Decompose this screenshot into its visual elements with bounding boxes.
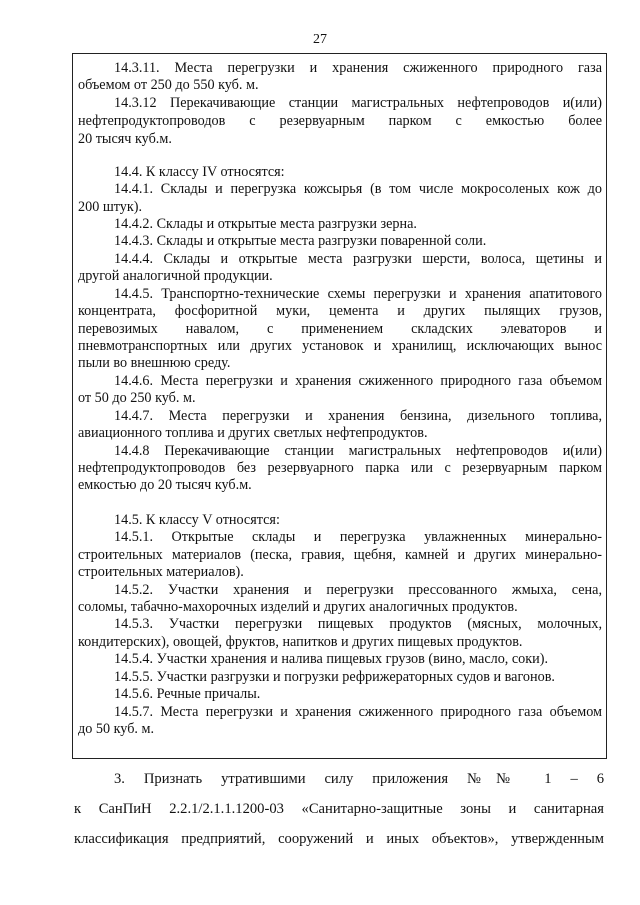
page-number: 27 bbox=[313, 32, 327, 47]
box-line: 14.3.12 Перекачивающие станции магистральных нефтепроводов и(или) bbox=[114, 95, 602, 111]
body-line: 3. Признать утратившими силу приложения №№ 1 – 6 bbox=[114, 771, 604, 787]
box-line: 14.4.4. Склады и открытые места разгрузки шерсти, волоса, щетины и bbox=[114, 251, 602, 267]
box-line: соломы, табачно-махорочных изделий и других аналогичных продуктов. bbox=[78, 599, 518, 615]
box-line: 14.4.1. Склады и перегрузка кожсырья (в том числе мокросоленых кож до bbox=[114, 181, 602, 197]
body-line: к СанПиН 2.2.1/2.1.1.1200-03 «Санитарно-защитные зоны и санитарная bbox=[74, 801, 604, 817]
box-line: 14.5.1. Открытые склады и перегрузка увлажненных минерально- bbox=[114, 529, 602, 545]
box-line: 14.5.3. Участки перегрузки пищевых продуктов (мясных, молочных, bbox=[114, 616, 602, 632]
box-line: другой аналогичной продукции. bbox=[78, 268, 273, 284]
box-line: пневмотранспортных или других установок и хранилищ, исключающих вынос bbox=[78, 338, 602, 354]
box-line: емкостью до 20 тысяч куб.м. bbox=[78, 477, 252, 493]
box-line: перевозимых навалом, с применением складских элеваторов и bbox=[78, 321, 602, 337]
box-line: 14.5.5. Участки разгрузки и погрузки рефрижераторных судов и вагонов. bbox=[114, 669, 555, 685]
box-line: 14.5.6. Речные причалы. bbox=[114, 686, 261, 702]
box-line: 14.4. К классу IV относятся: bbox=[114, 164, 285, 180]
box-line: 14.4.2. Склады и открытые места разгрузки зерна. bbox=[114, 216, 417, 232]
box-line: строительных материалов (песка, гравия, щебня, камней и других минерально- bbox=[78, 547, 602, 563]
box-line: авиационного топлива и других светлых нефтепродуктов. bbox=[78, 425, 428, 441]
box-line: 14.4.3. Склады и открытые места разгрузки поваренной соли. bbox=[114, 233, 487, 249]
box-line: 14.4.8 Перекачивающие станции магистральных нефтепроводов и(или) bbox=[114, 443, 602, 459]
box-line: 14.4.5. Транспортно-технические схемы перегрузки и хранения апатитового bbox=[114, 286, 602, 302]
box-line: 14.4.7. Места перегрузки и хранения бензина, дизельного топлива, bbox=[114, 408, 602, 424]
box-line: 14.5.4. Участки хранения и налива пищевых грузов (вино, масло, соки). bbox=[114, 651, 549, 667]
box-line: 14.5.7. Места перегрузки и хранения сжиженного природного газа объемом bbox=[114, 704, 602, 720]
box-line: кондитерских), овощей, фруктов, напитков и других пищевых продуктов. bbox=[78, 634, 523, 650]
box-line: концентрата, фосфоритной муки, цемента и других пылящих грузов, bbox=[78, 303, 602, 319]
box-line: строительных материалов). bbox=[78, 564, 244, 580]
box-line: пыли во внешнюю среду. bbox=[78, 355, 231, 371]
box-line: 14.4.6. Места перегрузки и хранения сжиженного природного газа объемом bbox=[114, 373, 602, 389]
box-line: объемом от 250 до 550 куб. м. bbox=[78, 77, 259, 93]
box-line: 20 тысяч куб.м. bbox=[78, 131, 172, 147]
box-line: 14.5.2. Участки хранения и перегрузки прессованного жмыха, сена, bbox=[114, 582, 602, 598]
box-line: нефтепродуктопроводов без резервуарного парка или с резервуарным парком bbox=[78, 460, 602, 476]
body-line: классификация предприятий, сооружений и иных объектов», утвержденным bbox=[74, 831, 604, 847]
box-line: 200 штук). bbox=[78, 199, 143, 215]
box-line: от 50 до 250 куб. м. bbox=[78, 390, 196, 406]
box-line: 14.5. К классу V относятся: bbox=[114, 512, 280, 528]
box-line: нефтепродуктопроводов с резервуарным парком с емкостью более bbox=[78, 113, 602, 129]
box-line: до 50 куб. м. bbox=[78, 721, 155, 737]
box-line: 14.3.11. Места перегрузки и хранения сжиженного природного газа bbox=[114, 60, 602, 76]
